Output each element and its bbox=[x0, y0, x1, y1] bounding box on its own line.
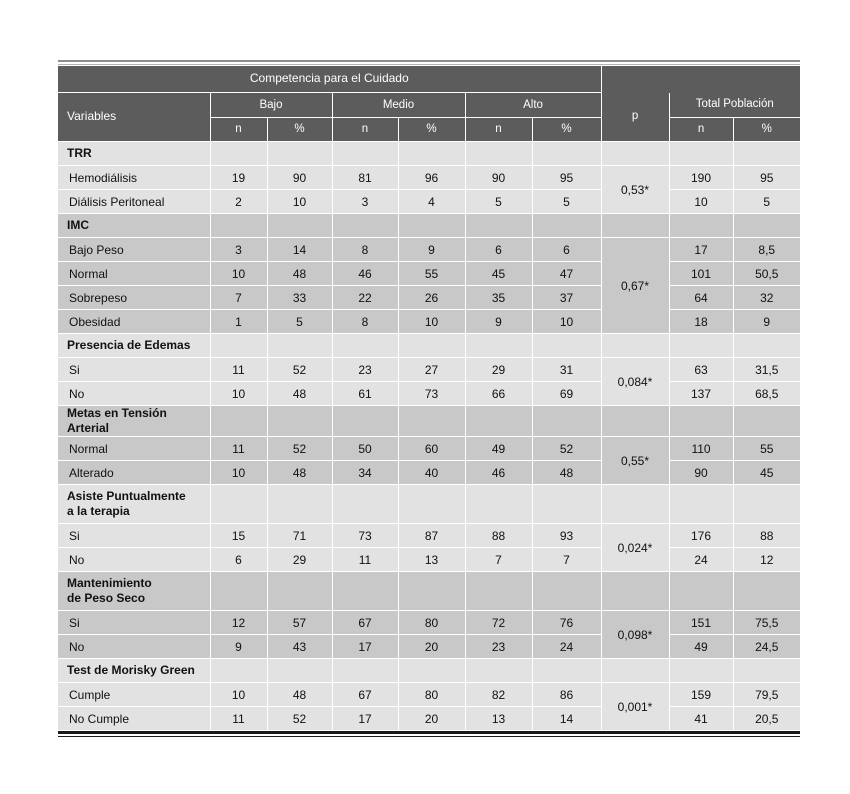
section-spacer-cell bbox=[332, 659, 398, 683]
cell-total-pct: 79,5 bbox=[733, 683, 800, 707]
section-spacer-cell bbox=[532, 142, 601, 166]
cell-alto-p: 14 bbox=[532, 707, 601, 731]
section-spacer-p bbox=[601, 659, 669, 683]
section-spacer-cell bbox=[398, 485, 465, 524]
cell-alto-n: 29 bbox=[465, 358, 532, 382]
competencia-cuidado-table bbox=[58, 66, 800, 731]
row-label: No Cumple bbox=[58, 707, 210, 731]
cell-medio-n: 73 bbox=[332, 524, 398, 548]
section-title: Presencia de Edemas bbox=[58, 334, 210, 358]
section-header-row bbox=[58, 406, 800, 437]
cell-bajo-n: 10 bbox=[210, 262, 267, 286]
cell-total-pct: 55 bbox=[733, 437, 800, 461]
section-spacer-p bbox=[601, 406, 669, 437]
section-spacer-total-n bbox=[669, 485, 733, 524]
section-spacer-cell bbox=[210, 659, 267, 683]
cell-alto-n: 45 bbox=[465, 262, 532, 286]
cell-medio-n: 61 bbox=[332, 382, 398, 406]
section-spacer-cell bbox=[332, 142, 398, 166]
cell-alto-p: 69 bbox=[532, 382, 601, 406]
row-label: Cumple bbox=[58, 683, 210, 707]
section-header-row bbox=[58, 659, 800, 683]
header-medio-pct: % bbox=[398, 118, 465, 142]
cell-total-n: 64 bbox=[669, 286, 733, 310]
cell-bajo-n: 15 bbox=[210, 524, 267, 548]
section-spacer-cell bbox=[532, 406, 601, 437]
section-header-row bbox=[58, 334, 800, 358]
section-spacer-cell bbox=[532, 334, 601, 358]
section-spacer-cell bbox=[210, 406, 267, 437]
section-spacer-p bbox=[601, 334, 669, 358]
cell-total-pct: 45 bbox=[733, 461, 800, 485]
section-spacer-cell bbox=[398, 572, 465, 611]
cell-total-n: 151 bbox=[669, 611, 733, 635]
section-spacer-total-n bbox=[669, 572, 733, 611]
cell-bajo-n: 12 bbox=[210, 611, 267, 635]
section-spacer-cell bbox=[398, 214, 465, 238]
section-spacer-total-n bbox=[669, 142, 733, 166]
section-spacer-p bbox=[601, 572, 669, 611]
header-row-levels bbox=[58, 93, 800, 118]
cell-bajo-n: 10 bbox=[210, 461, 267, 485]
cell-alto-n: 46 bbox=[465, 461, 532, 485]
cell-total-pct: 68,5 bbox=[733, 382, 800, 406]
section-spacer-cell bbox=[267, 406, 332, 437]
section-title: IMC bbox=[58, 214, 210, 238]
section-spacer-cell bbox=[210, 485, 267, 524]
cell-total-n: 190 bbox=[669, 166, 733, 190]
table-row bbox=[58, 611, 800, 635]
section-spacer-cell bbox=[210, 214, 267, 238]
section-spacer-cell bbox=[398, 659, 465, 683]
section-spacer-cell bbox=[465, 659, 532, 683]
table-header bbox=[58, 66, 800, 142]
cell-medio-n: 23 bbox=[332, 358, 398, 382]
section-spacer-cell bbox=[398, 334, 465, 358]
cell-total-n: 49 bbox=[669, 635, 733, 659]
section-spacer-cell bbox=[267, 214, 332, 238]
cell-bajo-p: 29 bbox=[267, 548, 332, 572]
cell-alto-n: 6 bbox=[465, 238, 532, 262]
row-label: Obesidad bbox=[58, 310, 210, 334]
cell-bajo-p: 33 bbox=[267, 286, 332, 310]
row-label: Alterado bbox=[58, 461, 210, 485]
cell-total-pct: 95 bbox=[733, 166, 800, 190]
header-level-medio: Medio bbox=[332, 93, 465, 118]
cell-total-n: 176 bbox=[669, 524, 733, 548]
header-gap-p bbox=[601, 66, 669, 93]
cell-bajo-p: 5 bbox=[267, 310, 332, 334]
cell-total-pct: 9 bbox=[733, 310, 800, 334]
cell-total-n: 17 bbox=[669, 238, 733, 262]
section-spacer-total-n bbox=[669, 659, 733, 683]
cell-total-n: 159 bbox=[669, 683, 733, 707]
row-label: Normal bbox=[58, 437, 210, 461]
row-label: Diálisis Peritoneal bbox=[58, 190, 210, 214]
table-bottom-rule bbox=[58, 731, 800, 734]
cell-alto-n: 5 bbox=[465, 190, 532, 214]
cell-bajo-n: 3 bbox=[210, 238, 267, 262]
section-title-line-1: Mantenimiento bbox=[67, 576, 152, 590]
section-spacer-cell bbox=[210, 142, 267, 166]
cell-total-n: 41 bbox=[669, 707, 733, 731]
row-label: Si bbox=[58, 358, 210, 382]
table-row bbox=[58, 548, 800, 572]
cell-p-value: 0,098* bbox=[601, 611, 669, 659]
cell-medio-p: 80 bbox=[398, 611, 465, 635]
row-label: No bbox=[58, 382, 210, 406]
cell-total-pct: 31,5 bbox=[733, 358, 800, 382]
cell-medio-p: 60 bbox=[398, 437, 465, 461]
cell-medio-p: 80 bbox=[398, 683, 465, 707]
cell-bajo-n: 11 bbox=[210, 437, 267, 461]
header-row-group bbox=[58, 66, 800, 93]
cell-bajo-p: 48 bbox=[267, 382, 332, 406]
cell-alto-p: 6 bbox=[532, 238, 601, 262]
cell-alto-p: 10 bbox=[532, 310, 601, 334]
cell-medio-n: 81 bbox=[332, 166, 398, 190]
section-title-line-2: de Peso Seco bbox=[67, 591, 146, 605]
cell-bajo-p: 10 bbox=[267, 190, 332, 214]
header-total-poblacion: Total Población bbox=[669, 93, 800, 118]
table-row bbox=[58, 707, 800, 731]
cell-total-pct: 75,5 bbox=[733, 611, 800, 635]
section-spacer-cell bbox=[465, 572, 532, 611]
cell-p-value: 0,67* bbox=[601, 238, 669, 334]
cell-bajo-p: 57 bbox=[267, 611, 332, 635]
section-header-row bbox=[58, 214, 800, 238]
row-label: Normal bbox=[58, 262, 210, 286]
cell-p-value: 0,55* bbox=[601, 437, 669, 485]
section-spacer-cell bbox=[465, 214, 532, 238]
cell-alto-p: 5 bbox=[532, 190, 601, 214]
cell-total-pct: 5 bbox=[733, 190, 800, 214]
cell-alto-n: 7 bbox=[465, 548, 532, 572]
section-spacer-total-pct bbox=[733, 659, 800, 683]
cell-total-n: 110 bbox=[669, 437, 733, 461]
cell-alto-p: 37 bbox=[532, 286, 601, 310]
section-spacer-cell bbox=[532, 572, 601, 611]
section-spacer-cell bbox=[398, 142, 465, 166]
cell-bajo-n: 10 bbox=[210, 382, 267, 406]
cell-total-n: 24 bbox=[669, 548, 733, 572]
header-total-n: n bbox=[669, 118, 733, 142]
section-spacer-cell bbox=[532, 214, 601, 238]
cell-alto-n: 66 bbox=[465, 382, 532, 406]
cell-total-n: 137 bbox=[669, 382, 733, 406]
section-spacer-cell bbox=[267, 659, 332, 683]
cell-medio-p: 20 bbox=[398, 707, 465, 731]
cell-bajo-p: 71 bbox=[267, 524, 332, 548]
table-row bbox=[58, 461, 800, 485]
section-spacer-cell bbox=[465, 406, 532, 437]
section-spacer-total-pct bbox=[733, 406, 800, 437]
header-p-value: p bbox=[601, 93, 669, 142]
cell-total-n: 90 bbox=[669, 461, 733, 485]
section-spacer-cell bbox=[332, 214, 398, 238]
section-spacer-cell bbox=[465, 334, 532, 358]
section-spacer-cell bbox=[332, 485, 398, 524]
cell-medio-p: 26 bbox=[398, 286, 465, 310]
cell-alto-p: 48 bbox=[532, 461, 601, 485]
section-spacer-p bbox=[601, 485, 669, 524]
row-label: Bajo Peso bbox=[58, 238, 210, 262]
cell-medio-n: 8 bbox=[332, 310, 398, 334]
cell-total-pct: 88 bbox=[733, 524, 800, 548]
section-spacer-cell bbox=[332, 334, 398, 358]
cell-alto-p: 52 bbox=[532, 437, 601, 461]
row-label: No bbox=[58, 635, 210, 659]
section-spacer-p bbox=[601, 142, 669, 166]
section-title: TRR bbox=[58, 142, 210, 166]
section-title bbox=[58, 485, 210, 524]
statistics-table-container bbox=[58, 60, 800, 737]
cell-bajo-n: 11 bbox=[210, 707, 267, 731]
cell-bajo-n: 19 bbox=[210, 166, 267, 190]
cell-bajo-p: 43 bbox=[267, 635, 332, 659]
row-label: No bbox=[58, 548, 210, 572]
header-alto-pct: % bbox=[532, 118, 601, 142]
section-spacer-cell bbox=[532, 485, 601, 524]
section-spacer-total-pct bbox=[733, 334, 800, 358]
header-competencia-group: Competencia para el Cuidado bbox=[58, 66, 601, 93]
cell-total-pct: 50,5 bbox=[733, 262, 800, 286]
cell-alto-p: 76 bbox=[532, 611, 601, 635]
cell-alto-p: 24 bbox=[532, 635, 601, 659]
header-variables: Variables bbox=[58, 93, 210, 142]
cell-medio-n: 22 bbox=[332, 286, 398, 310]
cell-bajo-p: 90 bbox=[267, 166, 332, 190]
table-row bbox=[58, 437, 800, 461]
cell-medio-p: 4 bbox=[398, 190, 465, 214]
cell-medio-p: 55 bbox=[398, 262, 465, 286]
section-spacer-cell bbox=[465, 485, 532, 524]
cell-medio-p: 40 bbox=[398, 461, 465, 485]
cell-total-pct: 32 bbox=[733, 286, 800, 310]
header-medio-n: n bbox=[332, 118, 398, 142]
cell-alto-n: 88 bbox=[465, 524, 532, 548]
section-spacer-cell bbox=[465, 142, 532, 166]
section-spacer-cell bbox=[210, 334, 267, 358]
table-row bbox=[58, 286, 800, 310]
table-row bbox=[58, 635, 800, 659]
row-label: Si bbox=[58, 611, 210, 635]
cell-p-value: 0,024* bbox=[601, 524, 669, 572]
cell-bajo-n: 11 bbox=[210, 358, 267, 382]
table-bottom-rule-secondary bbox=[58, 736, 800, 737]
cell-medio-p: 20 bbox=[398, 635, 465, 659]
header-level-bajo: Bajo bbox=[210, 93, 332, 118]
section-title: Metas en Tensión Arterial bbox=[58, 406, 210, 437]
section-spacer-cell bbox=[398, 406, 465, 437]
cell-total-pct: 12 bbox=[733, 548, 800, 572]
cell-medio-n: 8 bbox=[332, 238, 398, 262]
cell-alto-n: 23 bbox=[465, 635, 532, 659]
cell-alto-n: 82 bbox=[465, 683, 532, 707]
cell-alto-n: 35 bbox=[465, 286, 532, 310]
cell-alto-p: 93 bbox=[532, 524, 601, 548]
cell-medio-p: 9 bbox=[398, 238, 465, 262]
cell-medio-p: 27 bbox=[398, 358, 465, 382]
cell-medio-n: 17 bbox=[332, 707, 398, 731]
section-spacer-total-n bbox=[669, 406, 733, 437]
section-spacer-cell bbox=[532, 659, 601, 683]
cell-alto-p: 86 bbox=[532, 683, 601, 707]
table-row bbox=[58, 382, 800, 406]
cell-medio-n: 11 bbox=[332, 548, 398, 572]
section-spacer-total-pct bbox=[733, 142, 800, 166]
table-top-rule bbox=[58, 60, 800, 62]
table-row bbox=[58, 310, 800, 334]
table-row bbox=[58, 358, 800, 382]
cell-total-pct: 20,5 bbox=[733, 707, 800, 731]
cell-alto-n: 72 bbox=[465, 611, 532, 635]
cell-bajo-n: 2 bbox=[210, 190, 267, 214]
section-spacer-total-pct bbox=[733, 214, 800, 238]
header-alto-n: n bbox=[465, 118, 532, 142]
cell-alto-p: 95 bbox=[532, 166, 601, 190]
section-spacer-cell bbox=[267, 334, 332, 358]
table-top-rule-secondary bbox=[58, 64, 800, 65]
cell-medio-p: 96 bbox=[398, 166, 465, 190]
cell-medio-n: 67 bbox=[332, 611, 398, 635]
table-row bbox=[58, 262, 800, 286]
cell-medio-n: 67 bbox=[332, 683, 398, 707]
cell-alto-p: 7 bbox=[532, 548, 601, 572]
cell-p-value: 0,001* bbox=[601, 683, 669, 731]
section-spacer-cell bbox=[332, 406, 398, 437]
cell-total-n: 101 bbox=[669, 262, 733, 286]
cell-bajo-p: 52 bbox=[267, 437, 332, 461]
cell-total-pct: 8,5 bbox=[733, 238, 800, 262]
cell-bajo-n: 1 bbox=[210, 310, 267, 334]
section-spacer-cell bbox=[332, 572, 398, 611]
header-bajo-pct: % bbox=[267, 118, 332, 142]
cell-medio-p: 10 bbox=[398, 310, 465, 334]
cell-bajo-n: 9 bbox=[210, 635, 267, 659]
section-spacer-total-pct bbox=[733, 572, 800, 611]
section-title bbox=[58, 572, 210, 611]
cell-medio-n: 46 bbox=[332, 262, 398, 286]
cell-medio-p: 87 bbox=[398, 524, 465, 548]
cell-bajo-n: 10 bbox=[210, 683, 267, 707]
cell-total-pct: 24,5 bbox=[733, 635, 800, 659]
cell-medio-n: 3 bbox=[332, 190, 398, 214]
table-row bbox=[58, 190, 800, 214]
header-gap-total bbox=[669, 66, 800, 93]
cell-alto-n: 9 bbox=[465, 310, 532, 334]
cell-medio-n: 17 bbox=[332, 635, 398, 659]
table-body bbox=[58, 142, 800, 731]
row-label: Hemodiálisis bbox=[58, 166, 210, 190]
section-spacer-cell bbox=[210, 572, 267, 611]
cell-bajo-n: 7 bbox=[210, 286, 267, 310]
cell-total-n: 63 bbox=[669, 358, 733, 382]
row-label: Sobrepeso bbox=[58, 286, 210, 310]
header-bajo-n: n bbox=[210, 118, 267, 142]
cell-p-value: 0,53* bbox=[601, 166, 669, 214]
cell-bajo-p: 48 bbox=[267, 461, 332, 485]
cell-bajo-n: 6 bbox=[210, 548, 267, 572]
cell-alto-p: 31 bbox=[532, 358, 601, 382]
section-spacer-total-n bbox=[669, 214, 733, 238]
cell-alto-n: 49 bbox=[465, 437, 532, 461]
cell-alto-p: 47 bbox=[532, 262, 601, 286]
section-header-row bbox=[58, 485, 800, 524]
cell-alto-n: 90 bbox=[465, 166, 532, 190]
section-header-row bbox=[58, 572, 800, 611]
row-label: Si bbox=[58, 524, 210, 548]
cell-bajo-p: 14 bbox=[267, 238, 332, 262]
section-spacer-total-pct bbox=[733, 485, 800, 524]
cell-p-value: 0,084* bbox=[601, 358, 669, 406]
section-header-row bbox=[58, 142, 800, 166]
header-level-alto: Alto bbox=[465, 93, 601, 118]
table-row bbox=[58, 238, 800, 262]
section-spacer-cell bbox=[267, 485, 332, 524]
section-spacer-cell bbox=[267, 142, 332, 166]
section-spacer-cell bbox=[267, 572, 332, 611]
header-total-pct: % bbox=[733, 118, 800, 142]
cell-medio-p: 73 bbox=[398, 382, 465, 406]
cell-bajo-p: 48 bbox=[267, 683, 332, 707]
cell-bajo-p: 52 bbox=[267, 707, 332, 731]
table-row bbox=[58, 166, 800, 190]
cell-bajo-p: 52 bbox=[267, 358, 332, 382]
table-row bbox=[58, 524, 800, 548]
section-title-line-2: a la terapia bbox=[67, 504, 130, 518]
section-spacer-p bbox=[601, 214, 669, 238]
section-title: Test de Morisky Green bbox=[58, 659, 210, 683]
cell-medio-n: 50 bbox=[332, 437, 398, 461]
cell-bajo-p: 48 bbox=[267, 262, 332, 286]
section-title-line-1: Asiste Puntualmente bbox=[67, 489, 186, 503]
cell-total-n: 18 bbox=[669, 310, 733, 334]
cell-medio-n: 34 bbox=[332, 461, 398, 485]
table-row bbox=[58, 683, 800, 707]
cell-medio-p: 13 bbox=[398, 548, 465, 572]
cell-alto-n: 13 bbox=[465, 707, 532, 731]
cell-total-n: 10 bbox=[669, 190, 733, 214]
section-spacer-total-n bbox=[669, 334, 733, 358]
